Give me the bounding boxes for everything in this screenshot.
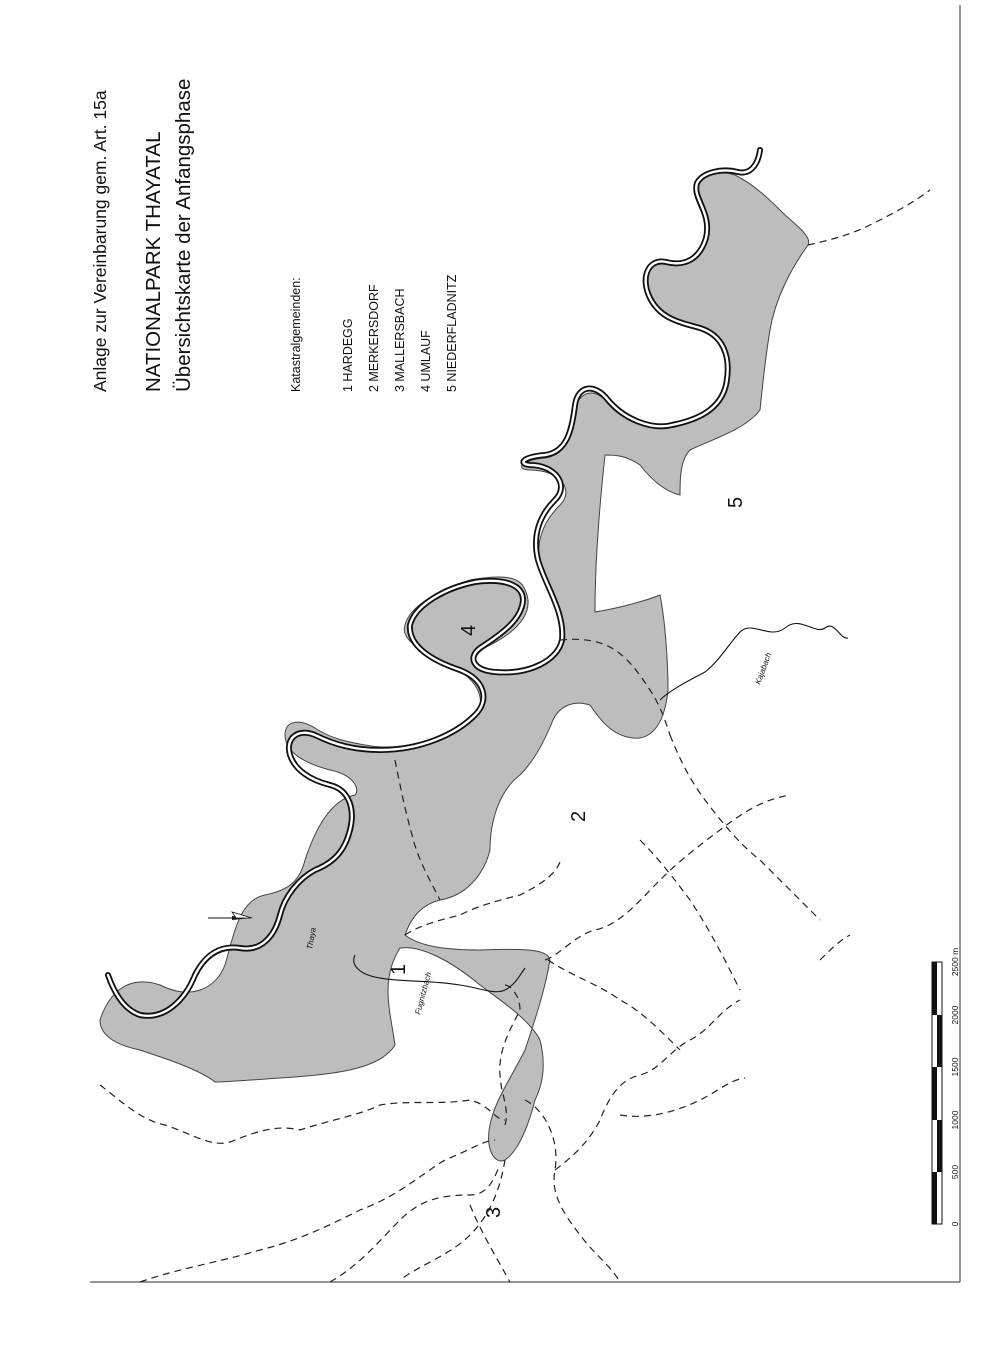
legend-item-5: 5 NIEDERFLADNITZ — [445, 274, 459, 392]
map-heading — [90, 79, 195, 392]
area-number-5: 5 — [725, 496, 747, 508]
legend — [289, 274, 459, 392]
scale-tick-1500: 1500 — [950, 1057, 960, 1077]
heading-line2: NATIONALPARK THAYATAL — [142, 131, 165, 392]
legend-title: Katastralgemeinden: — [289, 277, 303, 392]
area-number-4: 4 — [458, 624, 480, 636]
area-number-3: 3 — [483, 1206, 505, 1218]
scale-tick-2000: 2000 — [950, 1005, 960, 1025]
area-number-1: 1 — [388, 963, 410, 975]
kajabach-brook — [660, 623, 848, 700]
scale-tick-0: 0 — [950, 1221, 960, 1227]
legend-item-4: 4 UMLAUF — [419, 330, 433, 392]
kajabach-label: Kajabach — [753, 651, 774, 686]
heading-line3: Übersichtskarte der Anfangsphase — [172, 78, 195, 392]
legend-item-1: 1 HARDEGG — [341, 318, 355, 392]
legend-item-2: 2 MERKERSDORF — [367, 284, 381, 392]
scale-tick-500: 500 — [950, 1164, 960, 1180]
scale-bar — [932, 948, 960, 1227]
heading-line1: Anlage zur Vereinbarung gem. Art. 15a — [90, 90, 110, 392]
thaya-label: Thaya — [305, 926, 318, 951]
area-number-2: 2 — [568, 810, 590, 822]
scale-tick-2500: 2500 m — [950, 947, 960, 977]
legend-item-3: 3 MALLERSBACH — [393, 288, 407, 392]
fugnitzbach-label: Fugnitzbach — [413, 971, 434, 1016]
scale-tick-1000: 1000 — [950, 1110, 960, 1130]
